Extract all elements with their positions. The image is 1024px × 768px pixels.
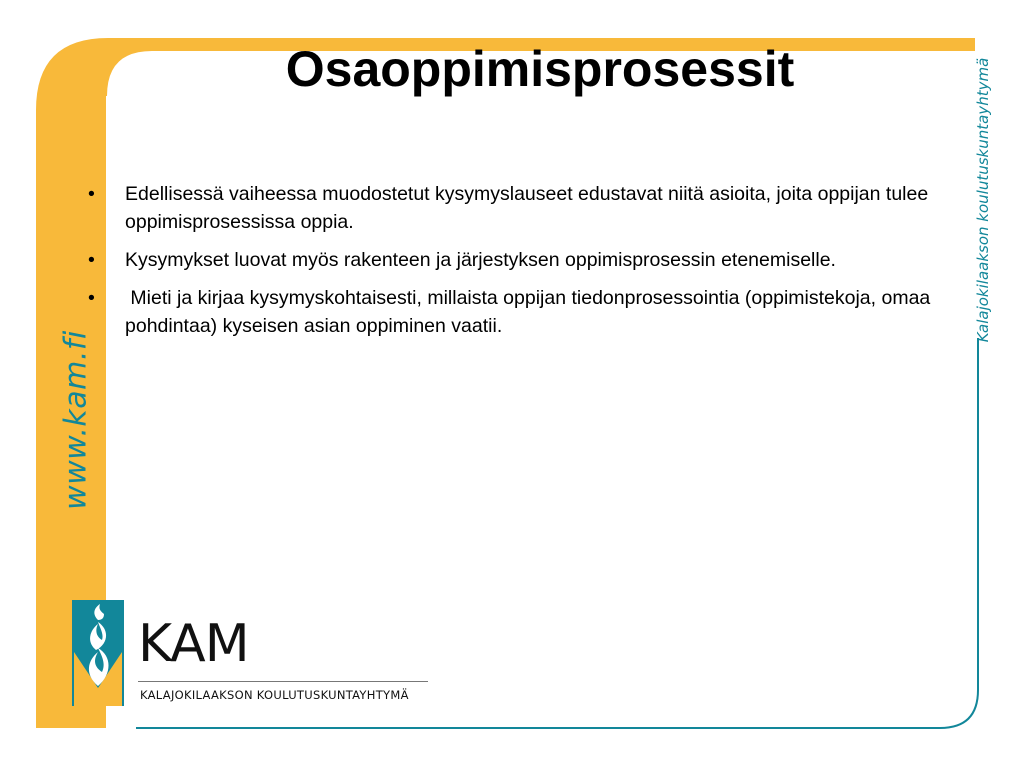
bullet-text: Mieti ja kirjaa kysymyskohtaisesti, millaista oppijan tiedonprosessointia (oppimistekoja, omaa pohdintaa) kyseisen asian oppiminen vaatii. — [125, 287, 936, 337]
bullet-item — [88, 246, 968, 274]
logo-subtitle: KALAJOKILAAKSON KOULUTUSKUNTAYHTYMÄ — [140, 688, 409, 702]
teal-frame-line — [136, 338, 978, 728]
logo-divider — [138, 681, 428, 682]
logo-name: KAM — [138, 614, 249, 674]
slide-title: Osaoppimisprosessit — [285, 41, 795, 97]
kam-logo-flame-icon — [72, 600, 124, 706]
slide-content — [88, 180, 968, 350]
bullet-item — [88, 180, 968, 236]
bullet-icon: • — [88, 287, 95, 309]
organization-name-vertical: Kalajokilaakson koulutuskuntayhtymä — [974, 57, 992, 343]
website-url-vertical: www.kam.fi — [58, 330, 94, 510]
bullet-icon: • — [88, 183, 95, 205]
bullet-item — [88, 284, 968, 340]
bullet-icon: • — [88, 249, 95, 271]
bullet-text: Kysymykset luovat myös rakenteen ja järjestyksen oppimisprosessin etenemiselle. — [125, 249, 836, 271]
bullet-list — [88, 180, 968, 340]
bullet-text: Edellisessä vaiheessa muodostetut kysymyslauseet edustavat niitä asioita, joita oppijan tulee oppimisprosessissa oppia. — [125, 183, 929, 233]
